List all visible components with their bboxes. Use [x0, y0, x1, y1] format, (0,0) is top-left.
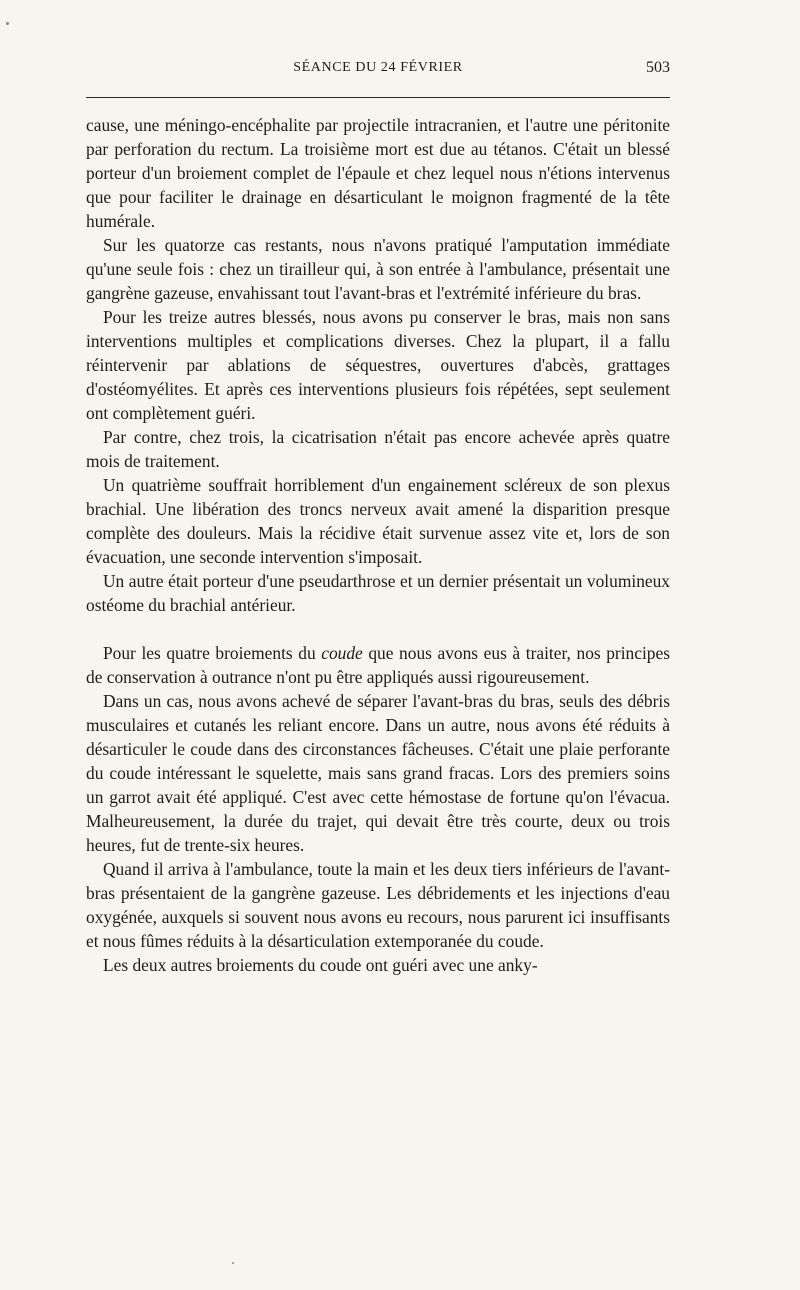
paragraph-7: [86, 641, 670, 689]
paragraph-10: Les deux autres broiements du coude ont guéri avec une anky-: [103, 955, 538, 975]
paragraph-8: Dans un cas, nous avons achevé de séparer l'avant-bras du bras, seuls des débris musculaires et cutanés les reliant encore. Dans un autre, nous avons été réduits à désarticuler le coude dans des circonstances fâcheuses. C'était une plaie perforante du coude intéressant le squelette, mais sans grand fracas. Lors des premiers soins un garrot avait été appliqué. C'est avec cette hémostase de fortune qu'on l'évacua. Malheureusement, la durée du trajet, qui devait être très courte, deux ou trois heures, fut de trente-six heures.: [86, 691, 670, 855]
paragraph-7-end: que nous avons eus à traiter, nos principes de conservation à outrance n'ont pu être appliqués aussi rigoureusement.: [86, 643, 670, 687]
paragraph-3: Pour les treize autres blessés, nous avons pu conserver le bras, mais non sans interventions multiples et complications diverses. Chez la plupart, il a fallu réintervenir par ablations de séquestres, ouvertures d'abcès, grattages d'ostéomyélites. Et après ces interventions plusieurs fois répétées, sept seulement ont complètement guéri.: [86, 307, 670, 423]
paragraph-5: Un quatrième souffrait horriblement d'un engainement scléreux de son plexus brachial. Une libération des troncs nerveux avait amené la disparition presque complète des douleurs. Mais la récidive était survenue assez vite et, lors de son évacuation, une seconde intervention s'imposait.: [86, 475, 670, 567]
paragraph-2: Sur les quatorze cas restants, nous n'avons pratiqué l'amputation immédiate qu'une seule fois : chez un tirailleur qui, à son entrée à l'ambulance, présentait une gangrène gazeuse, envahissant tout l'avant-bras et l'extrémité inférieure du bras.: [86, 235, 670, 303]
paper-speck: [232, 1262, 234, 1264]
paragraph-7-start: Pour les quatre broiements du: [103, 643, 322, 663]
running-title: SÉANCE DU 24 FÉVRIER: [293, 60, 463, 75]
body-text: [86, 113, 670, 977]
page-number: 503: [646, 59, 670, 76]
header-rule: [86, 97, 670, 98]
running-header: [86, 58, 670, 86]
paper-speck: [6, 22, 9, 25]
paragraph-7-emphasis: coude: [321, 643, 363, 663]
paragraph-4: Par contre, chez trois, la cicatrisation n'était pas encore achevée après quatre mois de traitement.: [86, 427, 670, 471]
paragraph-1: cause, une méningo-encéphalite par projectile intracranien, et l'autre une péritonite par perforation du rectum. La troisième mort est due au tétanos. C'était un blessé porteur d'un broiement complet de l'épaule et chez lequel nous n'étions intervenus que pour faciliter le drainage en désarticulant le moignon fragmenté de la tête humérale.: [86, 115, 670, 231]
paragraph-9: Quand il arriva à l'ambulance, toute la main et les deux tiers inférieurs de l'avant-bras présentaient de la gangrène gazeuse. Les débridements et les injections d'eau oxygénée, auxquels si souvent nous avons eu recours, nous parurent ici insuffisants et nous fûmes réduits à la désarticulation extemporanée du coude.: [86, 859, 670, 951]
paragraph-6: Un autre était porteur d'une pseudarthrose et un dernier présentait un volumineux ostéome du brachial antérieur.: [86, 571, 670, 615]
